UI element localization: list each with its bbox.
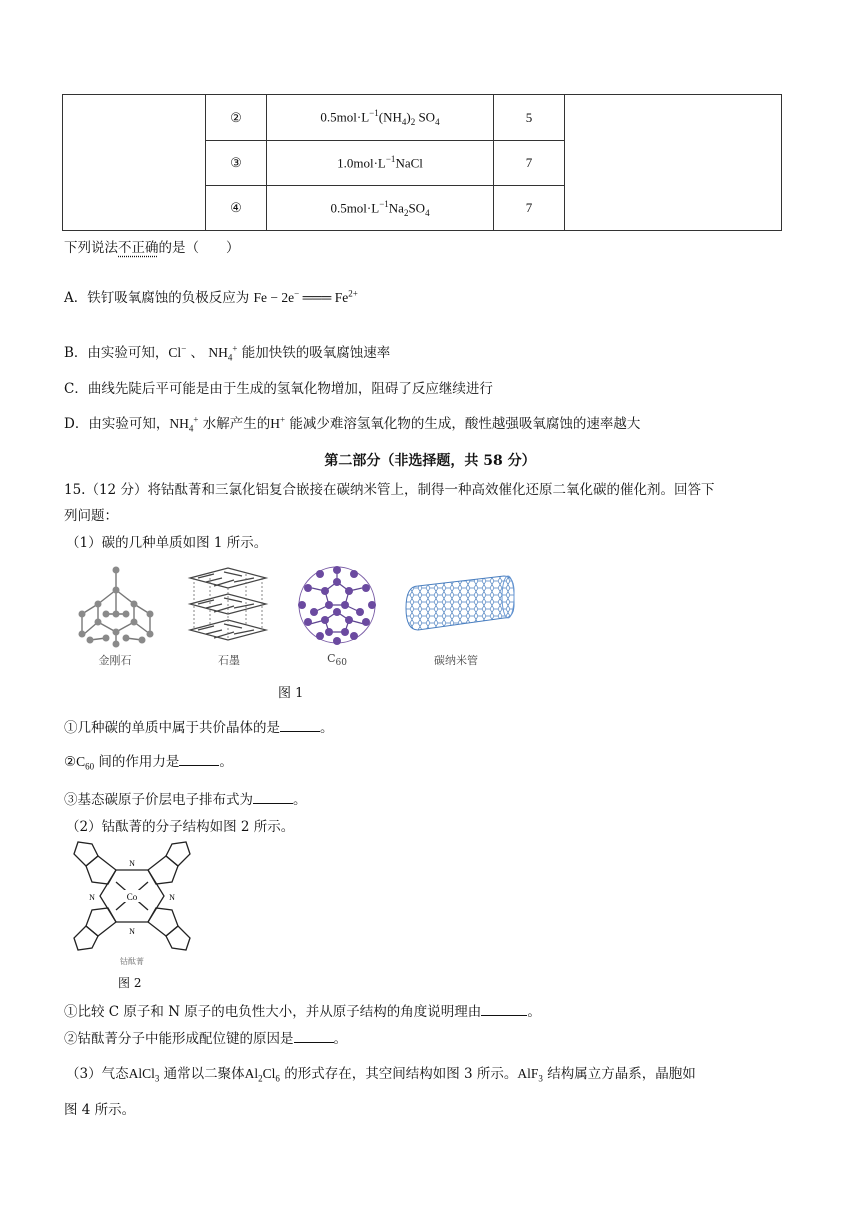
- table-cell-num: ②: [206, 95, 267, 141]
- table-cell-ph: 7: [494, 141, 565, 186]
- table-empty-right: [565, 95, 782, 231]
- answer-blank[interactable]: [179, 753, 219, 766]
- figure-1: [66, 560, 526, 670]
- answer-blank[interactable]: [280, 719, 320, 732]
- table-cell-ph: 7: [494, 186, 565, 231]
- table-cell-solution: $0.5mol\cdot L^{-1}Na_2SO_4$: [267, 186, 494, 231]
- section-heading: 第二部分（非选择题，共 58 分）: [324, 453, 536, 469]
- question-stem: 下列说法不正确的是（ ）: [64, 240, 240, 256]
- table-cell-solution: $1.0mol\cdot L^{-1}NaCl$: [267, 141, 494, 186]
- answer-blank[interactable]: [294, 1030, 334, 1043]
- part1-label: （1）碳的几种单质如图 1 所示。: [66, 535, 268, 551]
- caption-graphite: 石墨: [218, 654, 240, 667]
- part3-line2: 图 4 所示。: [64, 1102, 136, 1118]
- q1-1: ①几种碳的单质中属于共价晶体的是 。: [64, 720, 334, 736]
- option-b: B．由实验可知，Cl− 、 $NH_4^+$ 能加快铁的吸氧腐蚀速率: [64, 343, 391, 363]
- svg-text:N: N: [169, 893, 175, 902]
- carbon-nanotube-icon: [404, 574, 516, 644]
- caption-c60: $C_{60}$: [327, 652, 347, 669]
- q2-2: ②钴酞菁分子中能形成配位键的原因是 。: [64, 1031, 347, 1047]
- emphasis-not-correct: 不正确: [118, 240, 159, 256]
- option-d: D．由实验可知，$NH_4^+$ 水解产生的H+ 能减少难溶氢氧化物的生成，酸性越强吸氧腐蚀的速率越大: [64, 414, 641, 434]
- c60-fullerene-icon: [294, 562, 380, 648]
- q1-3: ③基态碳原子价层电子排布式为 。: [64, 792, 307, 808]
- answer-blank[interactable]: [253, 791, 293, 804]
- option-a: A．铁钉吸氧腐蚀的负极反应为 Fe − 2e− ═══ $Fe^{2+}$: [64, 288, 358, 306]
- table-empty-left: [63, 95, 206, 231]
- caption-cobalt-phthalocyanine: 钴酞菁: [120, 957, 144, 966]
- table-cell-num: ③: [206, 141, 267, 186]
- table-cell-solution: $0.5mol\cdot L^{-1}(NH_4)_2$ $SO_4$: [267, 95, 494, 141]
- caption-diamond: 金刚石: [98, 654, 132, 667]
- q15-intro-line1: 15.（12 分）将钴酞菁和三氯化铝复合嵌接在碳纳米管上，制得一种高效催化还原二氧化碳的催化剂。回答下: [64, 482, 715, 498]
- figure-1-label: 图 1: [278, 686, 304, 701]
- part3-line1: （3）气态AlCl$_3$ 通常以二聚体$Al_2Cl_6$ 的形式存在，其空间结构如图 3 所示。AlF$_3$ 结构属立方晶系，晶胞如: [66, 1066, 696, 1084]
- svg-text:N: N: [129, 859, 135, 868]
- co-atom-label: Co: [126, 892, 138, 902]
- cobalt-phthalocyanine-structure-icon: [72, 838, 192, 968]
- answer-blank[interactable]: [481, 1003, 527, 1016]
- q15-intro-line2: 列问题：: [64, 508, 118, 524]
- svg-text:N: N: [89, 893, 95, 902]
- table-cell-ph: 5: [494, 95, 565, 141]
- caption-nanotube: 碳纳米管: [434, 654, 478, 667]
- q2-1: ①比较 C 原子和 N 原子的电负性大小，并从原子结构的角度说明理由 。: [64, 1004, 541, 1020]
- figure-2-label: 图 2: [118, 976, 142, 990]
- part2-label: （2）钴酞菁的分子结构如图 2 所示。: [66, 819, 295, 835]
- q1-2: $②C_{60}$ 间的作用力是 。: [64, 754, 233, 772]
- experiment-table: [62, 94, 782, 231]
- svg-text:N: N: [129, 927, 135, 936]
- graphite-structure-icon: [184, 564, 272, 648]
- table-cell-num: ④: [206, 186, 267, 231]
- diamond-structure-icon: [70, 564, 162, 650]
- option-c: C．曲线先陡后平可能是由于生成的氢氧化物增加，阻碍了反应继续进行: [64, 381, 493, 397]
